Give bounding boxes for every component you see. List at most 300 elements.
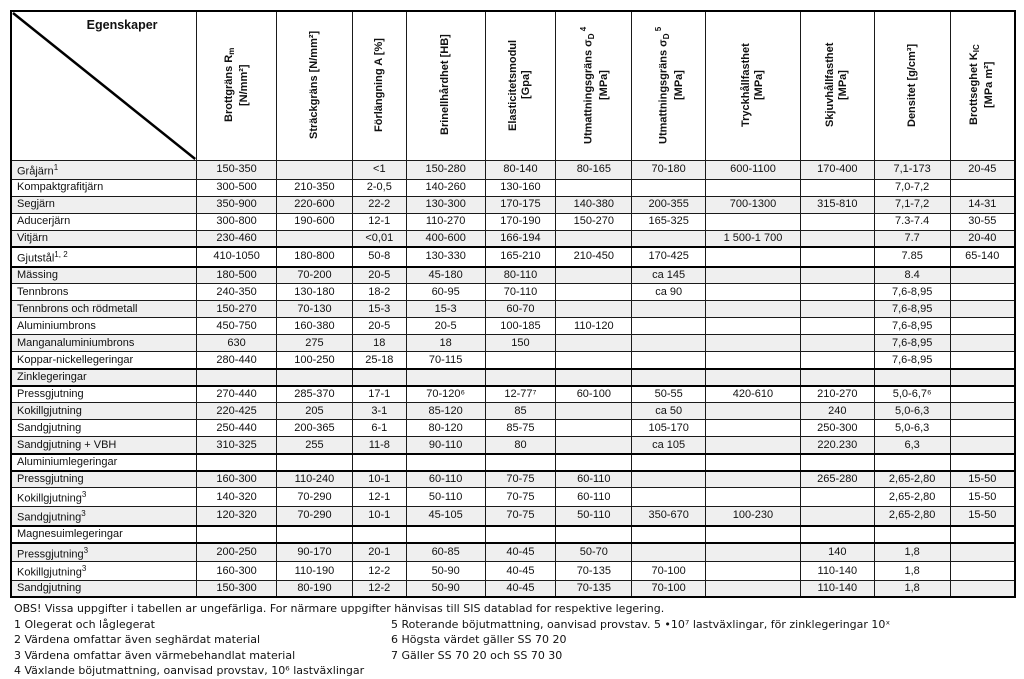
value-cell: 210-350 (277, 179, 353, 196)
value-cell: 5,0-6,3 (874, 403, 950, 420)
value-cell: 110-270 (406, 213, 485, 230)
value-cell (950, 580, 1015, 597)
value-cell (950, 318, 1015, 335)
material-name-cell: Kokillgjutning$^3$ (11, 488, 197, 507)
value-cell: 210-450 (556, 247, 632, 267)
table-row (11, 352, 1015, 369)
table-row (11, 247, 1015, 267)
value-cell: 5,0-6,7⁶ (874, 386, 950, 403)
value-cell (874, 526, 950, 543)
value-cell: 7,6-8,95 (874, 335, 950, 352)
value-cell: 70-180 (632, 161, 706, 180)
table-row (11, 386, 1015, 403)
value-cell: 220-425 (197, 403, 277, 420)
diagonal-line (12, 12, 196, 160)
value-cell: 140-320 (197, 488, 277, 507)
table-row (11, 420, 1015, 437)
value-cell: 110-190 (277, 562, 353, 581)
value-cell (632, 454, 706, 471)
value-cell: 18 (406, 335, 485, 352)
table-row (11, 213, 1015, 230)
value-cell (406, 526, 485, 543)
value-cell (556, 230, 632, 247)
material-name-cell: Pressgjutning (11, 386, 197, 403)
value-cell: 70-120⁶ (406, 386, 485, 403)
value-cell (632, 543, 706, 562)
value-cell: 1 500-1 700 (706, 230, 801, 247)
material-name-cell: Pressgjutning (11, 471, 197, 488)
table-row (11, 506, 1015, 525)
value-cell: 18 (352, 335, 406, 352)
value-cell: 7.7 (874, 230, 950, 247)
footnote: 4 Växlande böjutmattning, oanvisad provstav, 10⁶ lastväxlingar (14, 664, 365, 678)
value-cell (800, 247, 874, 267)
table-row (11, 301, 1015, 318)
value-cell (352, 526, 406, 543)
value-cell: 70-75 (485, 488, 556, 507)
value-cell: 18-2 (352, 284, 406, 301)
value-cell (950, 420, 1015, 437)
value-cell (950, 454, 1015, 471)
value-cell: 270-440 (197, 386, 277, 403)
value-cell: 85-75 (485, 420, 556, 437)
value-cell: 70-100 (632, 580, 706, 597)
section-row (11, 526, 1015, 543)
value-cell: 40-45 (485, 562, 556, 581)
value-cell (706, 301, 801, 318)
value-cell: 10-1 (352, 471, 406, 488)
value-cell: 20-5 (352, 318, 406, 335)
value-cell (485, 454, 556, 471)
value-cell: 60-110 (556, 471, 632, 488)
value-cell: 350-670 (632, 506, 706, 525)
value-cell: 60-95 (406, 284, 485, 301)
value-cell: 160-380 (277, 318, 353, 335)
footnotes (14, 601, 1016, 679)
value-cell: 110-120 (556, 318, 632, 335)
value-cell: 130-180 (277, 284, 353, 301)
material-name-cell: Sandgjutning (11, 580, 197, 597)
value-cell: 300-500 (197, 179, 277, 196)
material-name-cell: Segjärn (11, 196, 197, 213)
value-cell: 50-70 (556, 543, 632, 562)
value-cell: 150-300 (197, 580, 277, 597)
value-cell: 45-105 (406, 506, 485, 525)
value-cell: 20-45 (950, 161, 1015, 180)
material-name-cell: Zinklegeringar (11, 369, 197, 386)
value-cell (950, 386, 1015, 403)
footnote: 6 Högsta värdet gäller SS 70 20 (391, 633, 567, 647)
value-cell (556, 437, 632, 454)
value-cell: 1,8 (874, 580, 950, 597)
value-cell: 205 (277, 403, 353, 420)
value-cell: ca 50 (632, 403, 706, 420)
value-cell: 200-355 (632, 196, 706, 213)
value-cell: 255 (277, 437, 353, 454)
material-name-cell: Aluminiumbrons (11, 318, 197, 335)
value-cell (197, 369, 277, 386)
value-cell (706, 580, 801, 597)
value-cell: 50-110 (406, 488, 485, 507)
value-cell (800, 267, 874, 284)
value-cell (950, 403, 1015, 420)
table-row (11, 488, 1015, 507)
table-row (11, 161, 1015, 180)
value-cell (277, 161, 353, 180)
table-row (11, 318, 1015, 335)
value-cell (706, 284, 801, 301)
value-cell: 630 (197, 335, 277, 352)
value-cell: 2-0,5 (352, 179, 406, 196)
value-cell: 70-200 (277, 267, 353, 284)
value-cell (950, 179, 1015, 196)
value-cell: 85 (485, 403, 556, 420)
value-cell: 50-8 (352, 247, 406, 267)
value-cell: 400-600 (406, 230, 485, 247)
column-header: Elasticitetsmodul [Gpa] (485, 11, 556, 161)
value-cell: 220-600 (277, 196, 353, 213)
value-cell: 70-130 (277, 301, 353, 318)
value-cell: 60-85 (406, 543, 485, 562)
value-cell: 220.230 (800, 437, 874, 454)
value-cell (950, 284, 1015, 301)
value-cell (556, 179, 632, 196)
value-cell: 2,65-2,80 (874, 471, 950, 488)
value-cell: 12-1 (352, 213, 406, 230)
value-cell (632, 179, 706, 196)
value-cell: 200-365 (277, 420, 353, 437)
value-cell (556, 335, 632, 352)
material-name-cell: Gjutstål$^{1, 2}$ (11, 247, 197, 267)
value-cell: 45-180 (406, 267, 485, 284)
value-cell: 410-1050 (197, 247, 277, 267)
value-cell: 80-110 (485, 267, 556, 284)
value-cell: 80 (485, 437, 556, 454)
value-cell: 170-425 (632, 247, 706, 267)
value-cell: 140-260 (406, 179, 485, 196)
value-cell: 600-1100 (706, 161, 801, 180)
footnote: 5 Roterande böjutmattning, oanvisad provstav. 5 •10⁷ lastväxlingar, för zinklegeringar 10ˣ (391, 617, 891, 631)
material-name-cell: Aluminiumlegeringar (11, 454, 197, 471)
column-header: Brottseghet $K_{IC}$ [MPa m²] (950, 11, 1015, 161)
value-cell: 275 (277, 335, 353, 352)
value-cell: 85-120 (406, 403, 485, 420)
value-cell: 90-110 (406, 437, 485, 454)
table-row (11, 543, 1015, 562)
value-cell: 80-120 (406, 420, 485, 437)
value-cell (706, 352, 801, 369)
value-cell (632, 301, 706, 318)
value-cell: 150 (485, 335, 556, 352)
value-cell: 12-77⁷ (485, 386, 556, 403)
value-cell: 90-170 (277, 543, 353, 562)
value-cell (632, 335, 706, 352)
value-cell (800, 352, 874, 369)
value-cell: 50-90 (406, 562, 485, 581)
value-cell (800, 488, 874, 507)
value-cell: 17-1 (352, 386, 406, 403)
footnotes-left (14, 617, 391, 679)
value-cell: 12-1 (352, 488, 406, 507)
value-cell: 70-110 (485, 284, 556, 301)
material-name-cell: Aducerjärn (11, 213, 197, 230)
value-cell: 240-350 (197, 284, 277, 301)
value-cell: 300-800 (197, 213, 277, 230)
value-cell (556, 267, 632, 284)
value-cell: 120-320 (197, 506, 277, 525)
material-name-cell: Vitjärn (11, 230, 197, 247)
value-cell (406, 369, 485, 386)
value-cell: 20-40 (950, 230, 1015, 247)
value-cell (706, 318, 801, 335)
value-cell (485, 352, 556, 369)
value-cell (800, 284, 874, 301)
value-cell: 100-185 (485, 318, 556, 335)
value-cell: 130-330 (406, 247, 485, 267)
value-cell: 70-75 (485, 506, 556, 525)
value-cell: 50-90 (406, 580, 485, 597)
value-cell: 70-135 (556, 562, 632, 581)
value-cell (485, 526, 556, 543)
value-cell (556, 420, 632, 437)
column-header: Utmattningsgräns $\sigma_D$ $^4$ [MPa] (556, 11, 632, 161)
value-cell: 180-800 (277, 247, 353, 267)
properties-table (10, 10, 1016, 598)
value-cell (706, 420, 801, 437)
header-row (11, 11, 1015, 161)
value-cell: 20-1 (352, 543, 406, 562)
material-name-cell: Kompaktgrafitjärn (11, 179, 197, 196)
value-cell: ca 105 (632, 437, 706, 454)
value-cell: 150-270 (556, 213, 632, 230)
value-cell (632, 369, 706, 386)
value-cell: 50-55 (632, 386, 706, 403)
value-cell: 60-70 (485, 301, 556, 318)
value-cell (706, 267, 801, 284)
material-name-cell: Kokillgjutning (11, 403, 197, 420)
value-cell (706, 526, 801, 543)
value-cell: 310-325 (197, 437, 277, 454)
value-cell: 60-110 (406, 471, 485, 488)
value-cell (800, 230, 874, 247)
value-cell: 7.85 (874, 247, 950, 267)
value-cell: 280-440 (197, 352, 277, 369)
table-row (11, 230, 1015, 247)
footnote: 1 Olegerat och låglegerat (14, 617, 155, 631)
value-cell (406, 454, 485, 471)
value-cell: 7,6-8,95 (874, 318, 950, 335)
value-cell (874, 369, 950, 386)
value-cell: 105-170 (632, 420, 706, 437)
value-cell: 2,65-2,80 (874, 488, 950, 507)
column-header: Förlängning A [%] (352, 11, 406, 161)
value-cell (800, 301, 874, 318)
value-cell: 6-1 (352, 420, 406, 437)
value-cell (277, 454, 353, 471)
value-cell: 110-240 (277, 471, 353, 488)
value-cell (800, 454, 874, 471)
value-cell: 350-900 (197, 196, 277, 213)
value-cell: 160-300 (197, 562, 277, 581)
material-name-cell: Magnesuimlegeringar (11, 526, 197, 543)
value-cell (950, 369, 1015, 386)
value-cell (632, 318, 706, 335)
value-cell: 170-400 (800, 161, 874, 180)
value-cell (706, 179, 801, 196)
value-cell: 70-100 (632, 562, 706, 581)
value-cell: 100-250 (277, 352, 353, 369)
material-name-cell: Tennbrons och rödmetall (11, 301, 197, 318)
material-name-cell: Sandgjutning$^3$ (11, 506, 197, 525)
value-cell: 20-5 (352, 267, 406, 284)
value-cell: 7,6-8,95 (874, 352, 950, 369)
footnote: 2 Värdena omfattar även seghärdat material (14, 633, 261, 647)
table-row (11, 284, 1015, 301)
value-cell (352, 454, 406, 471)
value-cell (706, 335, 801, 352)
value-cell: 285-370 (277, 386, 353, 403)
value-cell: 165-210 (485, 247, 556, 267)
value-cell: 165-325 (632, 213, 706, 230)
value-cell (706, 543, 801, 562)
table-row (11, 267, 1015, 284)
value-cell (556, 526, 632, 543)
material-name-cell: Mässing (11, 267, 197, 284)
value-cell (800, 318, 874, 335)
table-row (11, 179, 1015, 196)
value-cell (706, 213, 801, 230)
table-row (11, 471, 1015, 488)
value-cell: 15-50 (950, 471, 1015, 488)
value-cell: 40-45 (485, 580, 556, 597)
material-name-cell: Koppar-nickellegeringar (11, 352, 197, 369)
table-body (11, 161, 1015, 598)
footnote: 7 Gäller SS 70 20 och SS 70 30 (391, 648, 563, 662)
value-cell: 110-140 (800, 562, 874, 581)
value-cell: 7,6-8,95 (874, 284, 950, 301)
value-cell: 230-460 (197, 230, 277, 247)
material-name-cell: Gråjärn$^1$ (11, 161, 197, 180)
value-cell: 14-31 (950, 196, 1015, 213)
egenskaper-label: Egenskaper (86, 18, 158, 32)
value-cell: 3-1 (352, 403, 406, 420)
value-cell: 6,3 (874, 437, 950, 454)
material-name-cell: Sandgjutning (11, 420, 197, 437)
value-cell: 700-1300 (706, 196, 801, 213)
value-cell (800, 213, 874, 230)
value-cell: 60-100 (556, 386, 632, 403)
value-cell: 10-1 (352, 506, 406, 525)
table-row (11, 335, 1015, 352)
value-cell: 80-165 (556, 161, 632, 180)
value-cell: 80-140 (485, 161, 556, 180)
value-cell: 250-300 (800, 420, 874, 437)
value-cell: 100-230 (706, 506, 801, 525)
column-header: Skjuvhållfasthet [MPa] (800, 11, 874, 161)
value-cell (706, 403, 801, 420)
column-header: Sträckgräns [N/mm²] (277, 11, 353, 161)
value-cell: 1,8 (874, 543, 950, 562)
value-cell (874, 454, 950, 471)
value-cell: 140-380 (556, 196, 632, 213)
value-cell: 50-110 (556, 506, 632, 525)
material-name-cell: Sandgjutning + VBH (11, 437, 197, 454)
table-row (11, 580, 1015, 597)
value-cell: 160-300 (197, 471, 277, 488)
column-header: Brinellhårdhet [HB] (406, 11, 485, 161)
value-cell: 7.3-7.4 (874, 213, 950, 230)
value-cell: 22-2 (352, 196, 406, 213)
value-cell: 65-140 (950, 247, 1015, 267)
value-cell (800, 335, 874, 352)
value-cell: 20-5 (406, 318, 485, 335)
value-cell: ca 145 (632, 267, 706, 284)
table-row (11, 196, 1015, 213)
value-cell (706, 369, 801, 386)
footnote: 3 Värdena omfattar även värmebehandlat material (14, 648, 296, 662)
value-cell: 12-2 (352, 580, 406, 597)
value-cell: 8.4 (874, 267, 950, 284)
value-cell (632, 488, 706, 507)
value-cell: 200-250 (197, 543, 277, 562)
value-cell (352, 369, 406, 386)
value-cell (277, 369, 353, 386)
table-row (11, 562, 1015, 581)
value-cell: 15-3 (406, 301, 485, 318)
value-cell (950, 335, 1015, 352)
value-cell: 70-135 (556, 580, 632, 597)
notes-row (14, 617, 1016, 679)
column-header: Densitet [g/cm³] (874, 11, 950, 161)
value-cell: 12-2 (352, 562, 406, 581)
value-cell: 1,8 (874, 562, 950, 581)
value-cell (706, 454, 801, 471)
value-cell: ca 90 (632, 284, 706, 301)
value-cell: <1 (352, 161, 406, 180)
column-header: Brottgräns $R_m$ [N/mm²] (197, 11, 277, 161)
value-cell: 110-140 (800, 580, 874, 597)
table-row (11, 437, 1015, 454)
value-cell (706, 247, 801, 267)
value-cell: 5,0-6,3 (874, 420, 950, 437)
value-cell: <0,01 (352, 230, 406, 247)
material-name-cell: Tennbrons (11, 284, 197, 301)
value-cell: 250-440 (197, 420, 277, 437)
value-cell: 7,1-7,2 (874, 196, 950, 213)
value-cell: 70-290 (277, 506, 353, 525)
value-cell: 7,0-7,2 (874, 179, 950, 196)
value-cell (706, 488, 801, 507)
obs-note: OBS! Vissa uppgifter i tabellen ar ungefärliga. For närmare uppgifter hänvisas till SIS datablad for respektive legering. (14, 602, 665, 616)
value-cell (950, 301, 1015, 318)
value-cell: 130-300 (406, 196, 485, 213)
value-cell: 30-55 (950, 213, 1015, 230)
section-row (11, 369, 1015, 386)
column-header: Tryckhållfasthet [MPa] (706, 11, 801, 161)
value-cell: 130-160 (485, 179, 556, 196)
value-cell (950, 562, 1015, 581)
value-cell: 166-194 (485, 230, 556, 247)
value-cell: 150-280 (406, 161, 485, 180)
material-name-cell: Manganaluminiumbrons (11, 335, 197, 352)
value-cell: 80-190 (277, 580, 353, 597)
value-cell (800, 506, 874, 525)
value-cell: 150-350 (197, 161, 277, 180)
value-cell: 170-175 (485, 196, 556, 213)
value-cell (950, 352, 1015, 369)
value-cell (485, 369, 556, 386)
value-cell: 190-600 (277, 213, 353, 230)
